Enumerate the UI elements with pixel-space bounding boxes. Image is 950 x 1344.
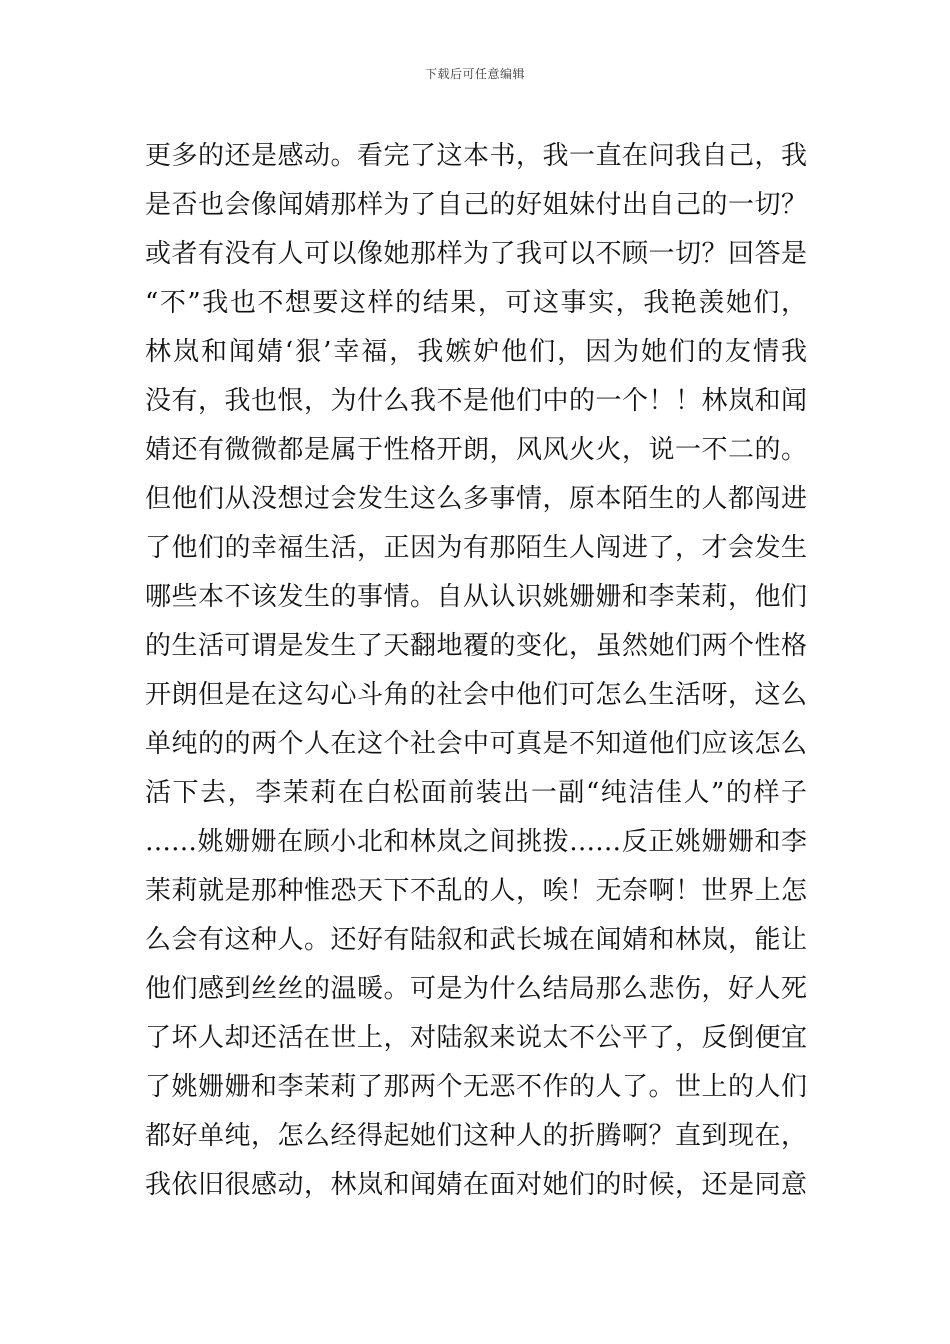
page-header: 下载后可任意编辑 bbox=[424, 67, 525, 81]
text-line: 单纯的的两个人在这个社会中可真是不知道他们应该怎么 bbox=[145, 729, 807, 759]
text-line: 的生活可谓是发生了天翻地覆的变化，虽然她们两个性格 bbox=[145, 631, 807, 661]
text-line: “不”我也不想要这样的结果，可这事实，我艳羡她们， bbox=[145, 288, 807, 318]
text-line: 都好单纯，怎么经得起她们这种人的折腾啊？直到现在， bbox=[145, 1121, 807, 1151]
text-line: 了他们的幸福生活，正因为有那陌生人闯进了，才会发生 bbox=[145, 533, 807, 563]
text-line: 没有，我也恨，为什么我不是他们中的一个！！林岚和闻 bbox=[145, 386, 807, 416]
text-line: 么会有这种人。还好有陆叙和武长城在闻婧和林岚，能让 bbox=[145, 925, 807, 955]
text-line: 开朗但是在这勾心斗角的社会中他们可怎么生活呀，这么 bbox=[145, 680, 807, 710]
text-line: ……姚姗姗在顾小北和林岚之间挑拨……反正姚姗姗和李 bbox=[145, 827, 807, 857]
text-line: 更多的还是感动。看完了这本书，我一直在问我自己，我 bbox=[145, 141, 807, 171]
text-line: 了姚姗姗和李茉莉了那两个无恶不作的人了。世上的人们 bbox=[145, 1072, 807, 1102]
text-line: 婧还有微微都是属于性格开朗，风风火火，说一不二的。 bbox=[145, 435, 807, 465]
text-line: 是否也会像闻婧那样为了自己的好姐妹付出自己的一切？ bbox=[145, 190, 807, 220]
text-line: 茉莉就是那种惟恐天下不乱的人，唉！无奈啊！世界上怎 bbox=[145, 876, 807, 906]
text-line: 或者有没有人可以像她那样为了我可以不顾一切？回答是 bbox=[145, 239, 807, 269]
text-line: 活下去，李茉莉在白松面前装出一副“纯洁佳人”的样子 bbox=[145, 778, 807, 808]
text-line: 了坏人却还活在世上，对陆叙来说太不公平了，反倒便宜 bbox=[145, 1023, 807, 1053]
text-line: 我依旧很感动，林岚和闻婧在面对她们的时候，还是同意 bbox=[145, 1170, 807, 1200]
text-line: 哪些本不该发生的事情。自从认识姚姗姗和李茉莉，他们 bbox=[145, 582, 807, 612]
text-line: 但他们从没想过会发生这么多事情，原本陌生的人都闯进 bbox=[145, 484, 807, 514]
body-text bbox=[145, 132, 807, 1210]
text-line: 他们感到丝丝的温暖。可是为什么结局那么悲伤，好人死 bbox=[145, 974, 807, 1004]
text-line: 林岚和闻婧‘狠’幸福，我嫉妒他们，因为她们的友情我 bbox=[145, 337, 807, 367]
